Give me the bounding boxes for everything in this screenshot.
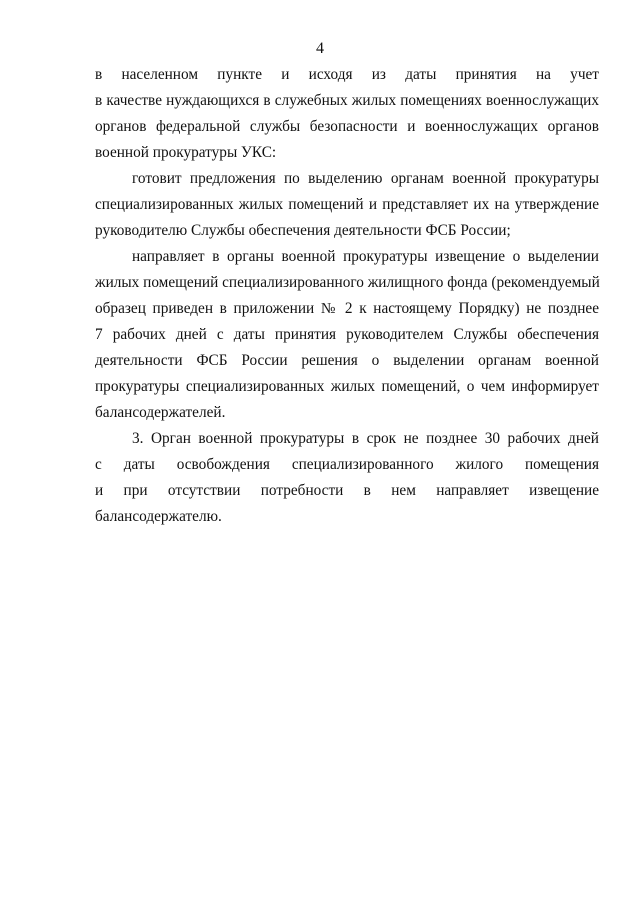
text-line: прокуратуры специализированных жилых помещений, о чем информирует (95, 378, 599, 395)
text-line: в качестве нуждающихся в служебных жилых помещениях военнослужащих (95, 92, 599, 109)
text-line: 3. Орган военной прокуратуры в срок не позднее 30 рабочих дней (132, 430, 599, 447)
paragraph-continuation (95, 62, 599, 166)
text-line: деятельности ФСБ России решения о выделении органам военной (95, 352, 599, 369)
text-line: жилых помещений специализированного жилищного фонда (рекомендуемый (95, 274, 600, 291)
text-line: готовит предложения по выделению органам военной прокуратуры (132, 170, 599, 187)
text-line: балансодержателю. (95, 508, 222, 525)
paragraph-sends-notice (95, 244, 599, 426)
text-line: 7 рабочих дней с даты принятия руководителем Службы обеспечения (95, 326, 599, 343)
text-line: балансодержателей. (95, 404, 226, 421)
text-line: военной прокуратуры УКС: (95, 144, 277, 161)
document-body (95, 62, 599, 530)
text-line: направляет в органы военной прокуратуры извещение о выделении (132, 248, 599, 265)
paragraph-prepares-proposals (95, 166, 599, 244)
text-line: и при отсутствии потребности в нем направляет извещение (95, 482, 599, 499)
page-number: 4 (316, 40, 324, 57)
text-line: образец приведен в приложении № 2 к настоящему Порядку) не позднее (95, 300, 599, 317)
paragraph-item-3 (95, 426, 599, 530)
text-line: специализированных жилых помещений и представляет их на утверждение (95, 196, 599, 213)
text-line: с даты освобождения специализированного жилого помещения (95, 456, 599, 473)
text-line: в населенном пункте и исходя из даты принятия на учет (95, 66, 599, 83)
text-line: руководителю Службы обеспечения деятельности ФСБ России; (95, 222, 511, 239)
text-line: органов федеральной службы безопасности и военнослужащих органов (95, 118, 599, 135)
